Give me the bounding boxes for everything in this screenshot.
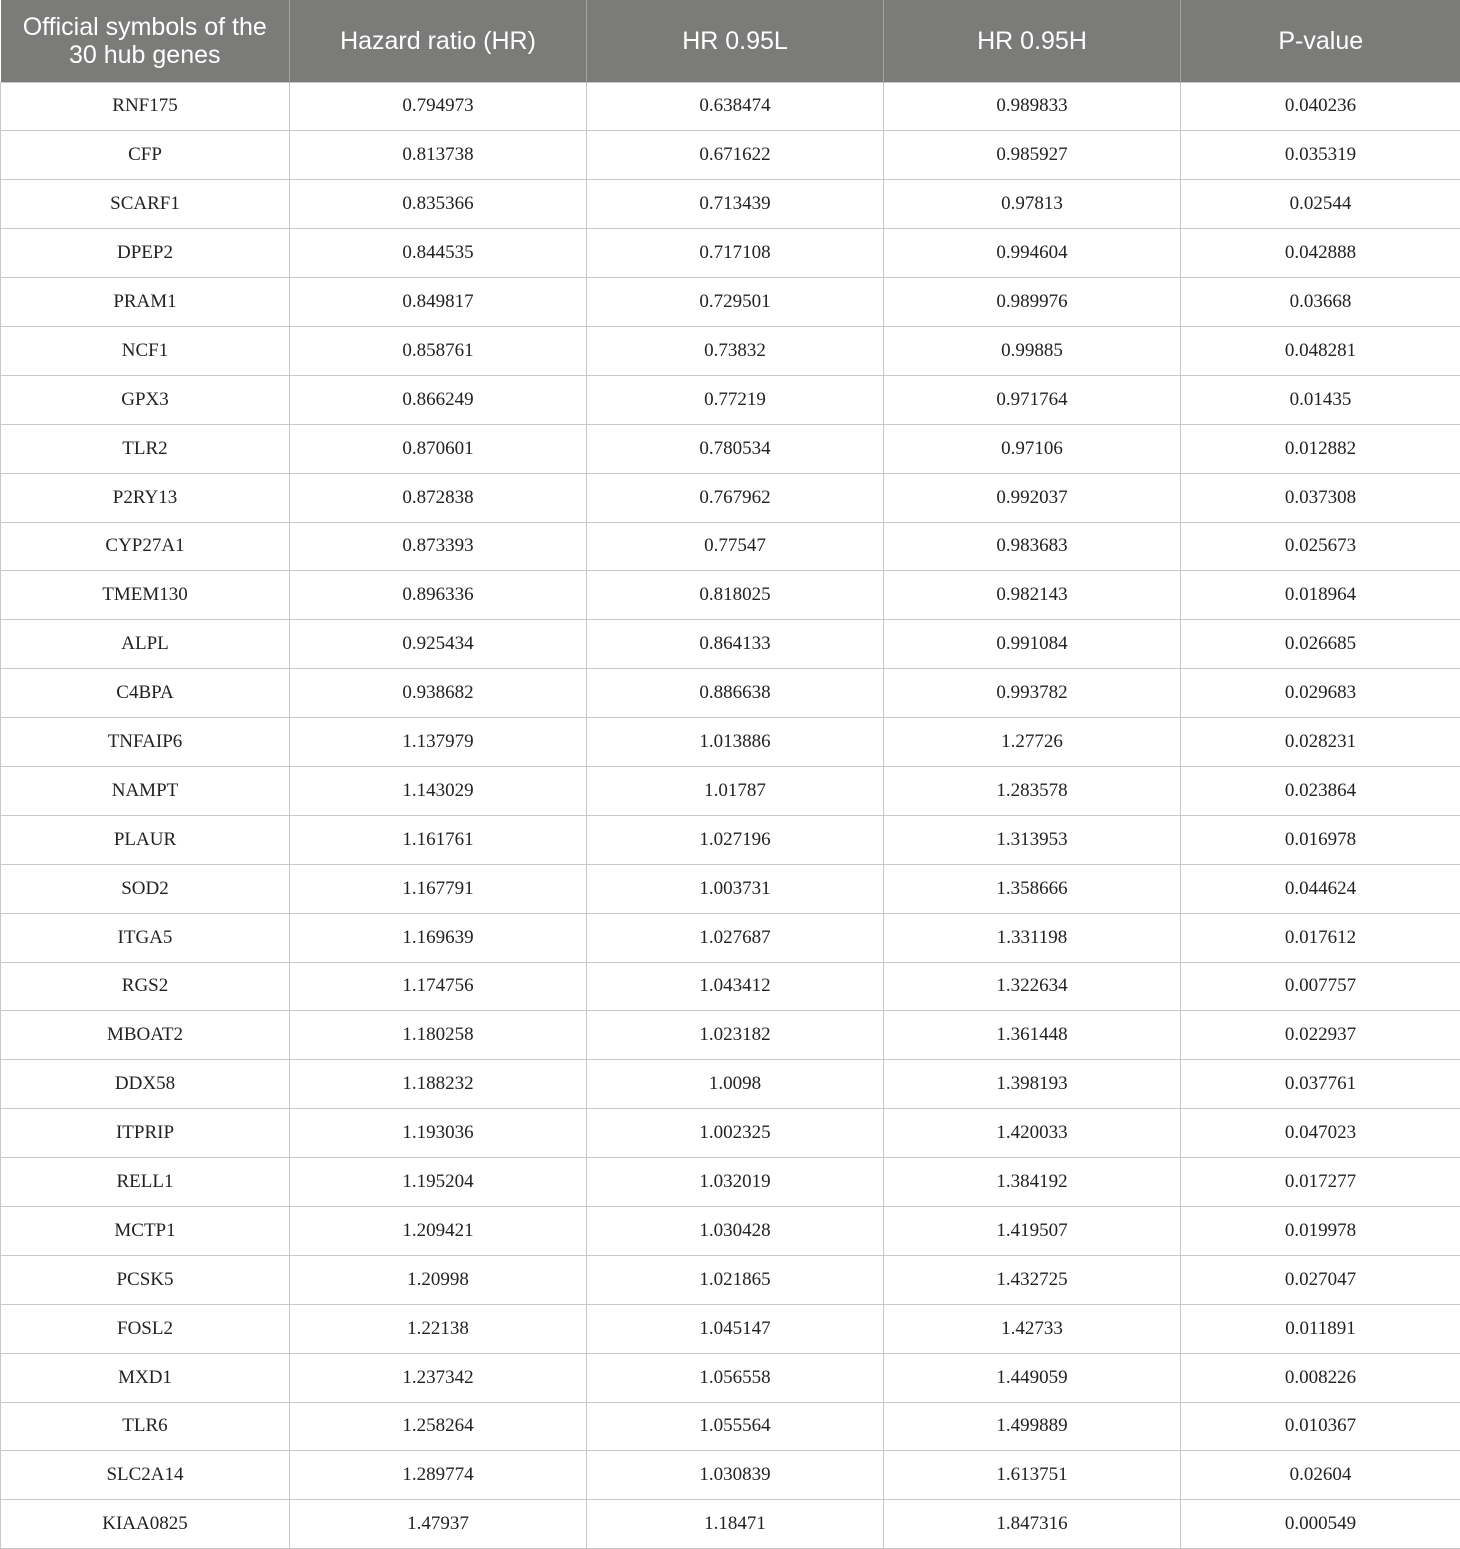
p-value-cell: 0.000549 (1181, 1500, 1460, 1549)
gene-symbol-cell: TLR2 (1, 424, 290, 473)
table-row (1, 473, 1460, 522)
hr-lower-cell: 0.77547 (587, 522, 884, 571)
hr-upper-cell: 0.983683 (884, 522, 1181, 571)
hr-lower-cell: 1.003731 (587, 864, 884, 913)
hr-lower-cell: 1.032019 (587, 1158, 884, 1207)
hr-upper-cell: 0.992037 (884, 473, 1181, 522)
hazard-ratio-cell: 0.794973 (290, 82, 587, 131)
hazard-ratio-cell: 1.237342 (290, 1353, 587, 1402)
p-value-cell: 0.042888 (1181, 229, 1460, 278)
p-value-cell: 0.044624 (1181, 864, 1460, 913)
p-value-cell: 0.02544 (1181, 180, 1460, 229)
table-row (1, 913, 1460, 962)
hr-lower-cell: 1.021865 (587, 1255, 884, 1304)
hr-lower-cell: 1.023182 (587, 1011, 884, 1060)
gene-symbol-cell: SCARF1 (1, 180, 290, 229)
hazard-ratio-cell: 1.180258 (290, 1011, 587, 1060)
p-value-cell: 0.017612 (1181, 913, 1460, 962)
hr-upper-cell: 1.847316 (884, 1500, 1181, 1549)
p-value-cell: 0.023864 (1181, 766, 1460, 815)
hazard-ratio-cell: 1.174756 (290, 962, 587, 1011)
hazard-ratio-cell: 0.873393 (290, 522, 587, 571)
hr-upper-cell: 1.313953 (884, 815, 1181, 864)
table-row (1, 1500, 1460, 1549)
table-row (1, 1451, 1460, 1500)
p-value-cell: 0.028231 (1181, 718, 1460, 767)
hazard-ratio-cell: 0.844535 (290, 229, 587, 278)
hazard-ratio-cell: 1.20998 (290, 1255, 587, 1304)
hr-lower-cell: 1.0098 (587, 1060, 884, 1109)
p-value-cell: 0.040236 (1181, 82, 1460, 131)
p-value-cell: 0.008226 (1181, 1353, 1460, 1402)
hr-upper-cell: 1.420033 (884, 1109, 1181, 1158)
header-gene-symbol: Official symbols of the 30 hub genes (1, 0, 290, 82)
header-p-value: P-value (1181, 0, 1460, 82)
hazard-ratio-cell: 1.161761 (290, 815, 587, 864)
p-value-cell: 0.007757 (1181, 962, 1460, 1011)
hazard-ratio-cell: 0.870601 (290, 424, 587, 473)
p-value-cell: 0.010367 (1181, 1402, 1460, 1451)
hr-upper-cell: 1.432725 (884, 1255, 1181, 1304)
gene-symbol-cell: NAMPT (1, 766, 290, 815)
header-hr-lower: HR 0.95L (587, 0, 884, 82)
hazard-ratio-cell: 0.866249 (290, 375, 587, 424)
hr-upper-cell: 0.982143 (884, 571, 1181, 620)
table-row (1, 571, 1460, 620)
hr-lower-cell: 0.77219 (587, 375, 884, 424)
gene-symbol-cell: PCSK5 (1, 1255, 290, 1304)
p-value-cell: 0.011891 (1181, 1304, 1460, 1353)
hr-lower-cell: 0.717108 (587, 229, 884, 278)
table-row (1, 424, 1460, 473)
table-row (1, 1206, 1460, 1255)
header-row (1, 0, 1460, 82)
hazard-ratio-cell: 1.143029 (290, 766, 587, 815)
hazard-ratio-cell: 1.193036 (290, 1109, 587, 1158)
gene-symbol-cell: RNF175 (1, 82, 290, 131)
p-value-cell: 0.019978 (1181, 1206, 1460, 1255)
hr-lower-cell: 0.886638 (587, 669, 884, 718)
hr-lower-cell: 1.013886 (587, 718, 884, 767)
table-row (1, 962, 1460, 1011)
p-value-cell: 0.048281 (1181, 326, 1460, 375)
hr-lower-cell: 1.045147 (587, 1304, 884, 1353)
hr-lower-cell: 1.027196 (587, 815, 884, 864)
hr-lower-cell: 0.713439 (587, 180, 884, 229)
gene-symbol-cell: CYP27A1 (1, 522, 290, 571)
gene-symbol-cell: DDX58 (1, 1060, 290, 1109)
hr-upper-cell: 0.994604 (884, 229, 1181, 278)
gene-symbol-cell: SOD2 (1, 864, 290, 913)
header-hr-upper: HR 0.95H (884, 0, 1181, 82)
table-row (1, 1255, 1460, 1304)
gene-symbol-cell: RELL1 (1, 1158, 290, 1207)
table-row (1, 131, 1460, 180)
p-value-cell: 0.027047 (1181, 1255, 1460, 1304)
p-value-cell: 0.012882 (1181, 424, 1460, 473)
hr-upper-cell: 1.283578 (884, 766, 1181, 815)
hr-lower-cell: 0.671622 (587, 131, 884, 180)
p-value-cell: 0.03668 (1181, 278, 1460, 327)
hr-lower-cell: 1.027687 (587, 913, 884, 962)
gene-symbol-cell: FOSL2 (1, 1304, 290, 1353)
gene-symbol-cell: TNFAIP6 (1, 718, 290, 767)
hazard-ratio-cell: 0.813738 (290, 131, 587, 180)
hr-lower-cell: 1.002325 (587, 1109, 884, 1158)
hazard-ratio-cell: 1.167791 (290, 864, 587, 913)
p-value-cell: 0.035319 (1181, 131, 1460, 180)
table-body (1, 82, 1460, 1549)
hazard-ratio-cell: 0.858761 (290, 326, 587, 375)
gene-symbol-cell: PRAM1 (1, 278, 290, 327)
hr-lower-cell: 0.818025 (587, 571, 884, 620)
hr-lower-cell: 1.030839 (587, 1451, 884, 1500)
table-row (1, 669, 1460, 718)
p-value-cell: 0.018964 (1181, 571, 1460, 620)
table-row (1, 326, 1460, 375)
hr-upper-cell: 0.993782 (884, 669, 1181, 718)
hr-upper-cell: 0.97106 (884, 424, 1181, 473)
hr-upper-cell: 1.42733 (884, 1304, 1181, 1353)
p-value-cell: 0.026685 (1181, 620, 1460, 669)
hr-upper-cell: 1.361448 (884, 1011, 1181, 1060)
hr-upper-cell: 0.985927 (884, 131, 1181, 180)
hr-upper-cell: 1.398193 (884, 1060, 1181, 1109)
hr-lower-cell: 0.638474 (587, 82, 884, 131)
hr-lower-cell: 1.01787 (587, 766, 884, 815)
gene-symbol-cell: GPX3 (1, 375, 290, 424)
hr-upper-cell: 0.989976 (884, 278, 1181, 327)
hr-upper-cell: 0.991084 (884, 620, 1181, 669)
hr-upper-cell: 0.971764 (884, 375, 1181, 424)
hr-lower-cell: 0.864133 (587, 620, 884, 669)
hazard-ratio-cell: 0.835366 (290, 180, 587, 229)
hazard-ratio-cell: 1.258264 (290, 1402, 587, 1451)
hazard-ratio-cell: 1.22138 (290, 1304, 587, 1353)
gene-symbol-cell: ALPL (1, 620, 290, 669)
gene-symbol-cell: ITPRIP (1, 1109, 290, 1158)
p-value-cell: 0.02604 (1181, 1451, 1460, 1500)
table-row (1, 1011, 1460, 1060)
p-value-cell: 0.025673 (1181, 522, 1460, 571)
gene-symbol-cell: MXD1 (1, 1353, 290, 1402)
hr-lower-cell: 0.767962 (587, 473, 884, 522)
table-row (1, 815, 1460, 864)
hr-lower-cell: 1.043412 (587, 962, 884, 1011)
gene-symbol-cell: MBOAT2 (1, 1011, 290, 1060)
hr-upper-cell: 0.99885 (884, 326, 1181, 375)
p-value-cell: 0.01435 (1181, 375, 1460, 424)
gene-symbol-cell: C4BPA (1, 669, 290, 718)
table-row (1, 1109, 1460, 1158)
p-value-cell: 0.017277 (1181, 1158, 1460, 1207)
hr-upper-cell: 1.358666 (884, 864, 1181, 913)
hr-lower-cell: 1.056558 (587, 1353, 884, 1402)
gene-symbol-cell: SLC2A14 (1, 1451, 290, 1500)
table-row (1, 229, 1460, 278)
table-row (1, 1402, 1460, 1451)
table-row (1, 1060, 1460, 1109)
hazard-ratio-cell: 1.137979 (290, 718, 587, 767)
p-value-cell: 0.037761 (1181, 1060, 1460, 1109)
table-row (1, 278, 1460, 327)
hr-upper-cell: 1.27726 (884, 718, 1181, 767)
gene-symbol-cell: TLR6 (1, 1402, 290, 1451)
table-row (1, 522, 1460, 571)
hr-lower-cell: 1.030428 (587, 1206, 884, 1255)
hr-lower-cell: 0.780534 (587, 424, 884, 473)
table-header (1, 0, 1460, 82)
hazard-ratio-cell: 0.896336 (290, 571, 587, 620)
hazard-ratio-cell: 1.188232 (290, 1060, 587, 1109)
gene-symbol-cell: NCF1 (1, 326, 290, 375)
gene-symbol-cell: ITGA5 (1, 913, 290, 962)
table-row (1, 375, 1460, 424)
hr-upper-cell: 1.419507 (884, 1206, 1181, 1255)
header-hazard-ratio: Hazard ratio (HR) (290, 0, 587, 82)
hr-upper-cell: 0.97813 (884, 180, 1181, 229)
p-value-cell: 0.022937 (1181, 1011, 1460, 1060)
p-value-cell: 0.016978 (1181, 815, 1460, 864)
hr-upper-cell: 1.322634 (884, 962, 1181, 1011)
p-value-cell: 0.047023 (1181, 1109, 1460, 1158)
table-row (1, 864, 1460, 913)
hazard-ratio-cell: 1.169639 (290, 913, 587, 962)
hazard-ratio-cell: 1.47937 (290, 1500, 587, 1549)
hr-upper-cell: 1.384192 (884, 1158, 1181, 1207)
hr-upper-cell: 1.613751 (884, 1451, 1181, 1500)
p-value-cell: 0.037308 (1181, 473, 1460, 522)
hr-lower-cell: 0.73832 (587, 326, 884, 375)
table-row (1, 620, 1460, 669)
hr-upper-cell: 1.331198 (884, 913, 1181, 962)
table-row (1, 1304, 1460, 1353)
table-row (1, 1353, 1460, 1402)
gene-symbol-cell: CFP (1, 131, 290, 180)
hazard-ratio-cell: 1.209421 (290, 1206, 587, 1255)
table-row (1, 718, 1460, 767)
gene-symbol-cell: MCTP1 (1, 1206, 290, 1255)
table-row (1, 1158, 1460, 1207)
gene-symbol-cell: KIAA0825 (1, 1500, 290, 1549)
gene-symbol-cell: P2RY13 (1, 473, 290, 522)
hazard-ratio-cell: 1.195204 (290, 1158, 587, 1207)
hr-lower-cell: 1.18471 (587, 1500, 884, 1549)
hr-lower-cell: 0.729501 (587, 278, 884, 327)
hr-upper-cell: 0.989833 (884, 82, 1181, 131)
table-row (1, 766, 1460, 815)
gene-symbol-cell: RGS2 (1, 962, 290, 1011)
table-row (1, 82, 1460, 131)
gene-symbol-cell: TMEM130 (1, 571, 290, 620)
gene-symbol-cell: DPEP2 (1, 229, 290, 278)
hazard-ratio-cell: 0.938682 (290, 669, 587, 718)
hazard-ratio-cell: 1.289774 (290, 1451, 587, 1500)
p-value-cell: 0.029683 (1181, 669, 1460, 718)
hazard-ratio-cell: 0.925434 (290, 620, 587, 669)
table-row (1, 180, 1460, 229)
hazard-ratio-cell: 0.872838 (290, 473, 587, 522)
hazard-ratio-cell: 0.849817 (290, 278, 587, 327)
hr-upper-cell: 1.449059 (884, 1353, 1181, 1402)
hr-lower-cell: 1.055564 (587, 1402, 884, 1451)
gene-symbol-cell: PLAUR (1, 815, 290, 864)
hr-upper-cell: 1.499889 (884, 1402, 1181, 1451)
